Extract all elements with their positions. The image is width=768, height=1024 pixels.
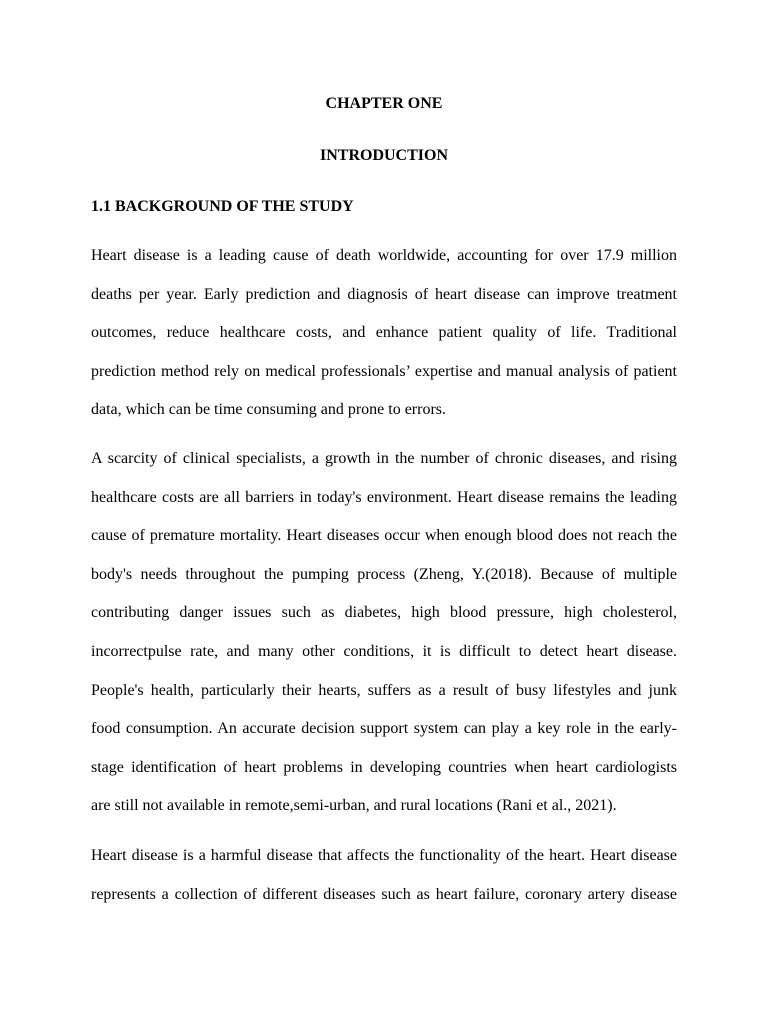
paragraph [91,237,677,430]
chapter-title: CHAPTER ONE [325,95,443,112]
section-title: INTRODUCTION [319,147,448,164]
paragraph-line: are still not available in remote,semi-urban, and rural locations (Rani et al., 2021). [91,797,617,815]
paragraph-line: incorrectpulse rate, and many other conditions, it is difficult to detect heart disease. [91,642,677,660]
paragraph-line: food consumption. An accurate decision support system can play a key role in the early- [91,720,677,738]
paragraph [91,440,677,826]
paragraph-line: body's needs throughout the pumping process (Zheng, Y.(2018). Because of multiple [91,565,677,583]
paragraph-line: healthcare costs are all barriers in today's environment. Heart disease remains the leading [91,488,677,506]
paragraph-line: outcomes, reduce healthcare costs, and enhance patient quality of life. Traditional [91,324,677,342]
paragraph [91,837,677,914]
paragraph-line: A scarcity of clinical specialists, a growth in the number of chronic diseases, and rising [91,450,677,467]
paragraph-line: People's health, particularly their hearts, suffers as a result of busy lifestyles and junk [91,681,677,699]
paragraph-line: stage identification of heart problems in developing countries when heart cardiologists [91,758,677,776]
paragraph-line: Heart disease is a leading cause of death worldwide, accounting for over 17.9 million [91,247,677,264]
subsection-title: BACKGROUND OF THE STUDY [115,198,354,215]
paragraph-line: cause of premature mortality. Heart diseases occur when enough blood does not reach the [91,527,677,545]
paragraph-line: prediction method rely on medical professionals’ expertise and manual analysis of patient [91,362,677,380]
paragraph-line: data, which can be time consuming and prone to errors. [91,401,446,419]
paragraph-line: represents a collection of different diseases such as heart failure, coronary artery disease [91,885,677,903]
paragraph-line: Heart disease is a harmful disease that affects the functionality of the heart. Heart disease [91,847,677,864]
paragraph-line: deaths per year. Early prediction and diagnosis of heart disease can improve treatment [91,285,677,303]
paragraph-line: contributing danger issues such as diabetes, high blood pressure, high cholesterol, [91,604,677,622]
subsection-number: 1.1 [91,198,111,215]
subsection-heading [91,197,354,217]
